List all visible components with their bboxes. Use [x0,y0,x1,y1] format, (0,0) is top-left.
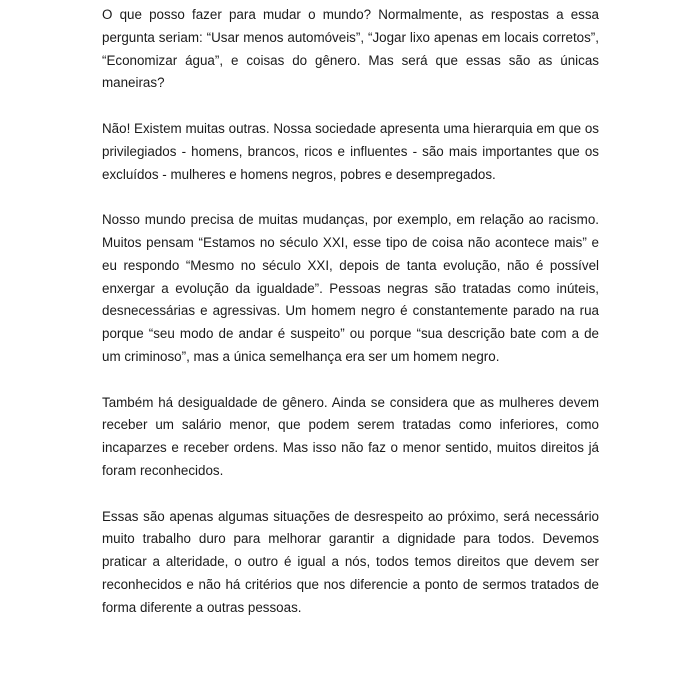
paragraph-4: Também há desigualdade de gênero. Ainda se considera que as mulheres devem receber um salário menor, que podem serem tratadas como inferiores, como incaparzes e receber ordens. Mas isso não faz o menor sentido, muitos direitos já foram reconhecidos. [102,394,599,478]
paragraph-1: O que posso fazer para mudar o mundo? Normalmente, as respostas a essa pergunta seriam: “Usar menos automóveis”, “Jogar lixo apenas em locais corretos”, “Economizar água”, e coisas do gênero. Mas será que essas são as únicas maneiras? [102,7,599,91]
paragraph-2: Não! Existem muitas outras. Nossa sociedade apresenta uma hierarquia em que os privilegiados - homens, brancos, ricos e influentes - são mais importantes que os excluídos - mulheres e homens negros, pobres e desempregados. [102,120,599,182]
paragraph-5: Essas são apenas algumas situações de desrespeito ao próximo, será necessário muito trabalho duro para melhorar garantir a dignidade para todos. Devemos praticar a alteridade, o outro é igual a nós, todos temos direitos que devem ser reconhecidos e não há critérios que nos diferencie a ponto de sermos tratados de forma diferente a outras pessoas. [102,508,599,615]
paragraph-3: Nosso mundo precisa de muitas mudanças, por exemplo, em relação ao racismo. Muitos pensam “Estamos no século XXI, esse tipo de coisa não acontece mais” e eu respondo “Mesmo no século XXI, depois de tanta evolução, não é possível enxergar a evolução da igualdade”. Pessoas negras são tratadas como inúteis, desnecessárias e agressivas. Um homem negro é constantemente parado na rua porque “seu modo de andar é suspeito” ou porque “sua descrição bate com a de um criminoso”, mas a única semelhança era ser um homem negro. [102,212,599,364]
document-body [102,4,599,642]
